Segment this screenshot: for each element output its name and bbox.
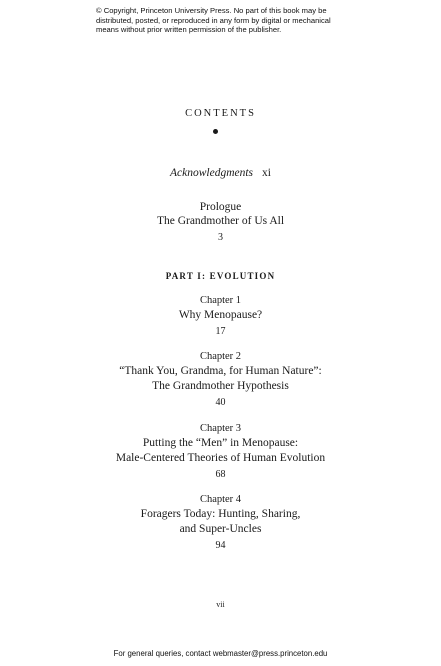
acknowledgments-page: xi [262, 167, 271, 179]
chapter-label: Chapter 3 [199, 423, 242, 434]
chapter-label: Chapter 2 [199, 351, 242, 362]
copyright-line: means without prior written permission of the publisher. [96, 25, 282, 35]
chapter-page: 17 [215, 326, 226, 337]
chapter-page: 40 [215, 397, 226, 408]
page-number: vii [216, 600, 225, 609]
chapter-page: 68 [215, 469, 226, 480]
prologue-title: The Grandmother of Us All [156, 215, 285, 227]
acknowledgments-label: Acknowledgments [170, 167, 254, 179]
footer-contact: For general queries, contact webmaster@press.princeton.edu [113, 649, 328, 658]
chapter-title: Why Menopause? [178, 309, 263, 321]
copyright-notice [96, 6, 366, 35]
chapter-title: Putting the “Men” in Menopause: [142, 437, 299, 449]
chapter-title: The Grandmother Hypothesis [152, 380, 289, 392]
part-heading: PART I: EVOLUTION [165, 271, 276, 281]
prologue-page: 3 [218, 232, 223, 243]
chapter-label: Chapter 4 [199, 494, 242, 505]
copyright-line: distributed, posted, or reproduced in any form by digital or mechanical [96, 15, 331, 25]
chapter-title: Male-Centered Theories of Human Evolution [115, 452, 326, 464]
toc-entry-acknowledgments [0, 166, 441, 180]
chapter-label: Chapter 1 [199, 295, 242, 306]
copyright-line: © Copyright, Princeton University Press. No part of this book may be [96, 6, 327, 15]
chapter-title: Foragers Today: Hunting, Sharing, [140, 508, 301, 520]
bullet-ornament [213, 129, 218, 134]
chapter-title: and Super-Uncles [179, 523, 262, 535]
contents-title: CONTENTS [185, 108, 256, 119]
chapter-page: 94 [215, 540, 226, 551]
chapter-title: “Thank You, Grandma, for Human Nature”: [119, 365, 322, 377]
prologue-label: Prologue [199, 201, 242, 213]
